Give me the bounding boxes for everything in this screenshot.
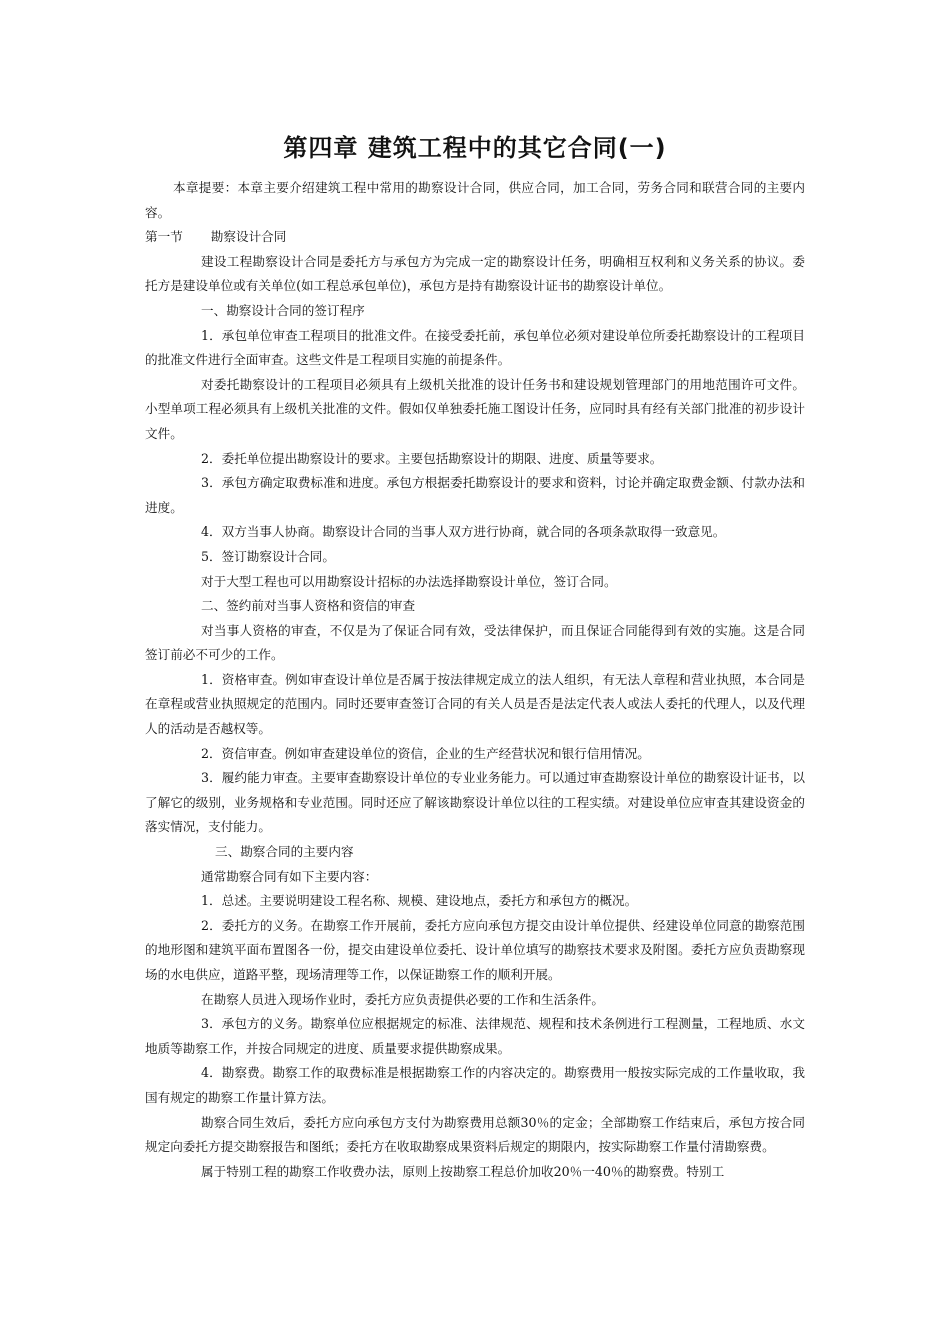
paragraph: 在勘察人员进入现场作业时，委托方应负责提供必要的工作和生活条件。 xyxy=(201,991,604,1007)
paragraph: 1．承包单位审查工程项目的批准文件。在接受委托前，承包单位必须对建设单位所委托勘察设计的工程项目的批准文件进行全面审查。这些文件是工程项目实施的前提条件。 xyxy=(145,327,805,368)
document-body xyxy=(145,176,805,1184)
paragraph: 勘察合同生效后，委托方应向承包方支付为勘察费用总额30％的定金；全部勘察工作结束后，承包方按合同规定向委托方提交勘察报告和图纸；委托方在收取勘察成果资料后规定的期限内，按实际勘察工作量付清勘察费。 xyxy=(145,1114,805,1155)
paragraph: 5．签订勘察设计合同。 xyxy=(201,548,335,564)
paragraph: 对当事人资格的审查，不仅是为了保证合同有效，受法律保护，而且保证合同能得到有效的实施。这是合同签订前必不可少的工作。 xyxy=(145,622,805,663)
paragraph: 3．承包方的义务。勘察单位应根据规定的标准、法律规范、规程和技术条例进行工程测量，工程地质、水文地质等勘察工作，并按合同规定的进度、质量要求提供勘察成果。 xyxy=(145,1016,805,1056)
paragraph: 3．承包方确定取费标准和进度。承包方根据委托勘察设计的要求和资料，讨论并确定取费金额、付款办法和进度。 xyxy=(145,475,805,515)
paragraph: 通常勘察合同有如下主要内容： xyxy=(201,868,378,884)
paragraph: 4．双方当事人协商。勘察设计合同的当事人双方进行协商，就合同的各项条款取得一致意见。 xyxy=(201,524,726,540)
paragraph: 2．资信审查。例如审查建设单位的资信，企业的生产经营状况和银行信用情况。 xyxy=(201,745,650,761)
section-name: 勘察设计合同 xyxy=(210,229,287,245)
subsection-heading: 三、勘察合同的主要内容 xyxy=(215,844,354,860)
chapter-title: 第四章 建筑工程中的其它合同(一) xyxy=(283,134,667,162)
paragraph: 建设工程勘察设计合同是委托方与承包方为完成一定的勘察设计任务，明确相互权利和义务关系的协议。委托方是建设单位或有关单位(如工程总承包单位)，承包方是持有勘察设计证书的勘察设计单位。 xyxy=(145,253,805,294)
paragraph: 2．委托方的义务。在勘察工作开展前，委托方应向承包方提交由设计单位提供、经建设单位同意的勘察范围的地形图和建筑平面布置图各一份，提交由建设单位委托、设计单位填写的勘察技术要求及附图。委托方应负责勘察现场的水电供应，道路平整，现场清理等工作，以保证勘察工作的顺利开展。 xyxy=(145,917,805,982)
paragraph: 属于特别工程的勘察工作收费办法，原则上按勘察工程总价加收20％一40％的勘察费。特别工 xyxy=(201,1163,725,1179)
section-heading xyxy=(145,225,805,250)
subsection-heading: 一、勘察设计合同的签订程序 xyxy=(201,302,365,318)
paragraph: 对于大型工程也可以用勘察设计招标的办法选择勘察设计单位，签订合同。 xyxy=(201,573,617,589)
paragraph: 4．勘察费。勘察工作的取费标准是根据勘察工作的内容决定的。勘察费用一般按实际完成的工作量收取，我国有规定的勘察工作量计算方法。 xyxy=(145,1065,805,1105)
paragraph: 1．总述。主要说明建设工程名称、规模、建设地点，委托方和承包方的概况。 xyxy=(201,893,638,909)
paragraph: 3．履约能力审查。主要审查勘察设计单位的专业业务能力。可以通过审查勘察设计单位的勘察设计证书，以了解它的级别，业务规格和专业范围。同时还应了解该勘察设计单位以往的工程实绩。对建设单位应审查其建设资金的落实情况，支付能力。 xyxy=(145,770,805,835)
paragraph: 对委托勘察设计的工程项目必须具有上级机关批准的设计任务书和建设规划管理部门的用地范围许可文件。小型单项工程必须具有上级机关批准的文件。假如仅单独委托施工图设计任务，应同时具有经有关部门批准的初步设计文件。 xyxy=(145,376,805,441)
subsection-heading: 二、签约前对当事人资格和资信的审查 xyxy=(201,598,416,614)
section-number: 第一节 xyxy=(145,229,183,245)
chapter-summary: 本章提要：本章主要介绍建筑工程中常用的勘察设计合同，供应合同，加工合同，劳务合同和联营合同的主要内容。 xyxy=(145,180,805,220)
paragraph: 2．委托单位提出勘察设计的要求。主要包括勘察设计的期限、进度、质量等要求。 xyxy=(201,450,663,466)
paragraph: 1．资格审查。例如审查设计单位是否属于按法律规定成立的法人组织，有无法人章程和营业执照，本合同是在章程或营业执照规定的范围内。同时还要审查签订合同的有关人员是否是法定代表人或法人委托的代理人，以及代理人的活动是否越权等。 xyxy=(145,671,805,737)
